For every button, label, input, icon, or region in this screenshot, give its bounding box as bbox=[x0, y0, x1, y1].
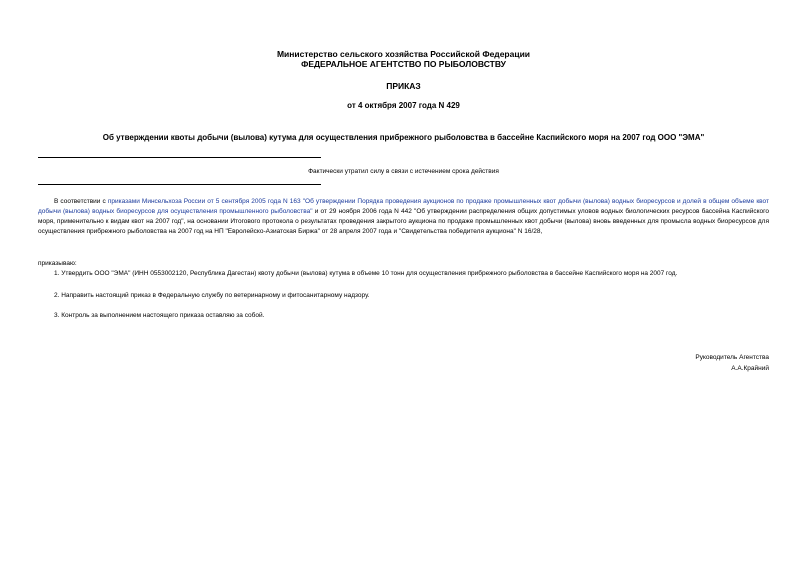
document-subject: Об утверждении квоты добычи (вылова) кутума для осуществления прибрежного рыболовства в бассейне Каспийского моря на 2007 год ООО "ЭМА" bbox=[102, 133, 705, 142]
divider-top bbox=[38, 157, 321, 158]
order-item-3: 3. Контроль за выполнением настоящего приказа оставляю за собой. bbox=[54, 312, 265, 319]
intro-paragraph bbox=[38, 197, 769, 237]
signatory-name: А.А.Крайний bbox=[731, 365, 769, 372]
divider-bottom bbox=[38, 184, 321, 185]
order-item-2: 2. Направить настоящий приказ в Федеральную службу по ветеринарному и фитосанитарному надзору. bbox=[54, 292, 370, 299]
intro-rest: и от 29 ноября 2006 года N 442 "Об утверждении распределения общих допустимых уловов водных биологических ресурсов бассейна Каспийского моря, применительно к видам квот на 2007 год", на основании Итогового протокола о результатах проведения закрытого аукциона по продаже промышленных квот добычи (вылова) вновь введенных для промысла водных биоресурсов для осуществления прибрежного рыболовства на 2007 год на НП "Евролейско-Азиатская Биржа" от 28 апреля 2007 года и "Свидетельства победителя аукциона" N 16/28, bbox=[38, 208, 769, 235]
ministry-name: Министерство сельского хозяйства Российской Федерации bbox=[276, 49, 531, 59]
document-header bbox=[0, 49, 807, 69]
intro-lead: В соответствии с bbox=[54, 198, 108, 205]
signatory-position: Руководитель Агентства bbox=[695, 354, 769, 361]
document-date-number: от 4 октября 2007 года N 429 bbox=[347, 101, 460, 110]
order-item-1: 1. Утвердить ООО "ЭМА" (ИНН 0553002120, Республика Дагестан) квоту добычи (вылова) кутума в объеме 10 тонн для осуществления прибрежного рыболовства в бассейне Каспийского моря на 2007 год. bbox=[54, 270, 678, 277]
status-note: Фактически утратил силу в связи с истечением срока действия bbox=[308, 168, 499, 175]
document-type: ПРИКАЗ bbox=[386, 81, 421, 91]
ordered-label: приказываю: bbox=[38, 260, 77, 267]
agency-name: ФЕДЕРАЛЬНОЕ АГЕНТСТВО ПО РЫБОЛОВСТВУ bbox=[301, 59, 506, 69]
order-reference-link[interactable]: приказами Минсельхоза России от 5 сентября 2005 года N 163 "Об утверждении Порядка проведения аукционов по продаже промышленных квот добычи (вылова) водных биоресурсов и долей в общем объеме квот добычи (вылова) водных биоресурсов для осуществления промышленного рыболовства" bbox=[38, 198, 770, 215]
